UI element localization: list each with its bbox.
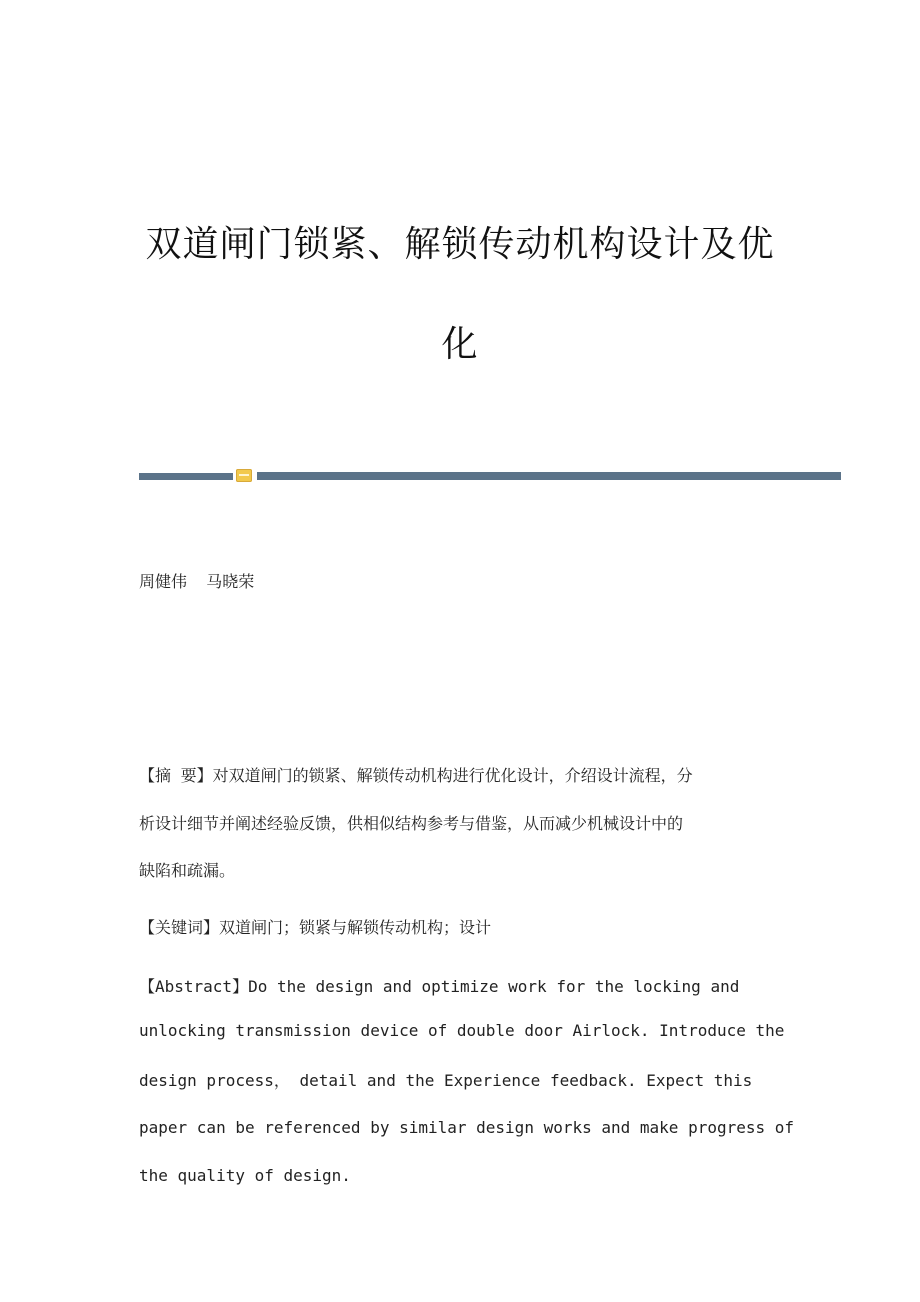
- abstract-en-line: paper can be referenced by similar design works and make progress of: [139, 1118, 795, 1137]
- authors: 周健伟 马晓荣: [139, 572, 255, 591]
- keywords: 【关键词】双道闸门；锁紧与解锁传动机构；设计: [139, 918, 492, 937]
- divider-bar-right: [257, 472, 841, 480]
- abstract-en-line: unlocking transmission device of double door Airlock. Introduce the: [139, 1021, 785, 1040]
- paper-title-line-1: 双道闸门锁紧、解锁传动机构设计及优: [145, 224, 775, 265]
- title-divider: [139, 469, 841, 483]
- abstract-cn-line: 缺陷和疏漏。: [139, 861, 236, 880]
- abstract-en-line: design process， detail and the Experience feedback. Expect this: [139, 1071, 753, 1090]
- abstract-cn-line: 析设计细节并阐述经验反馈，供相似结构参考与借鉴，从而减少机械设计中的: [139, 814, 684, 833]
- abstract-cn-line: 【摘 要】对双道闸门的锁紧、解锁传动机构进行优化设计，介绍设计流程，分: [139, 766, 693, 785]
- abstract-en-line: 【Abstract】Do the design and optimize work for the locking and: [139, 977, 740, 996]
- divider-bar-left: [139, 473, 233, 480]
- divider-emblem-icon: [236, 469, 252, 482]
- paper-title-line-2: 化: [441, 324, 479, 365]
- abstract-en-line: the quality of design.: [139, 1166, 351, 1185]
